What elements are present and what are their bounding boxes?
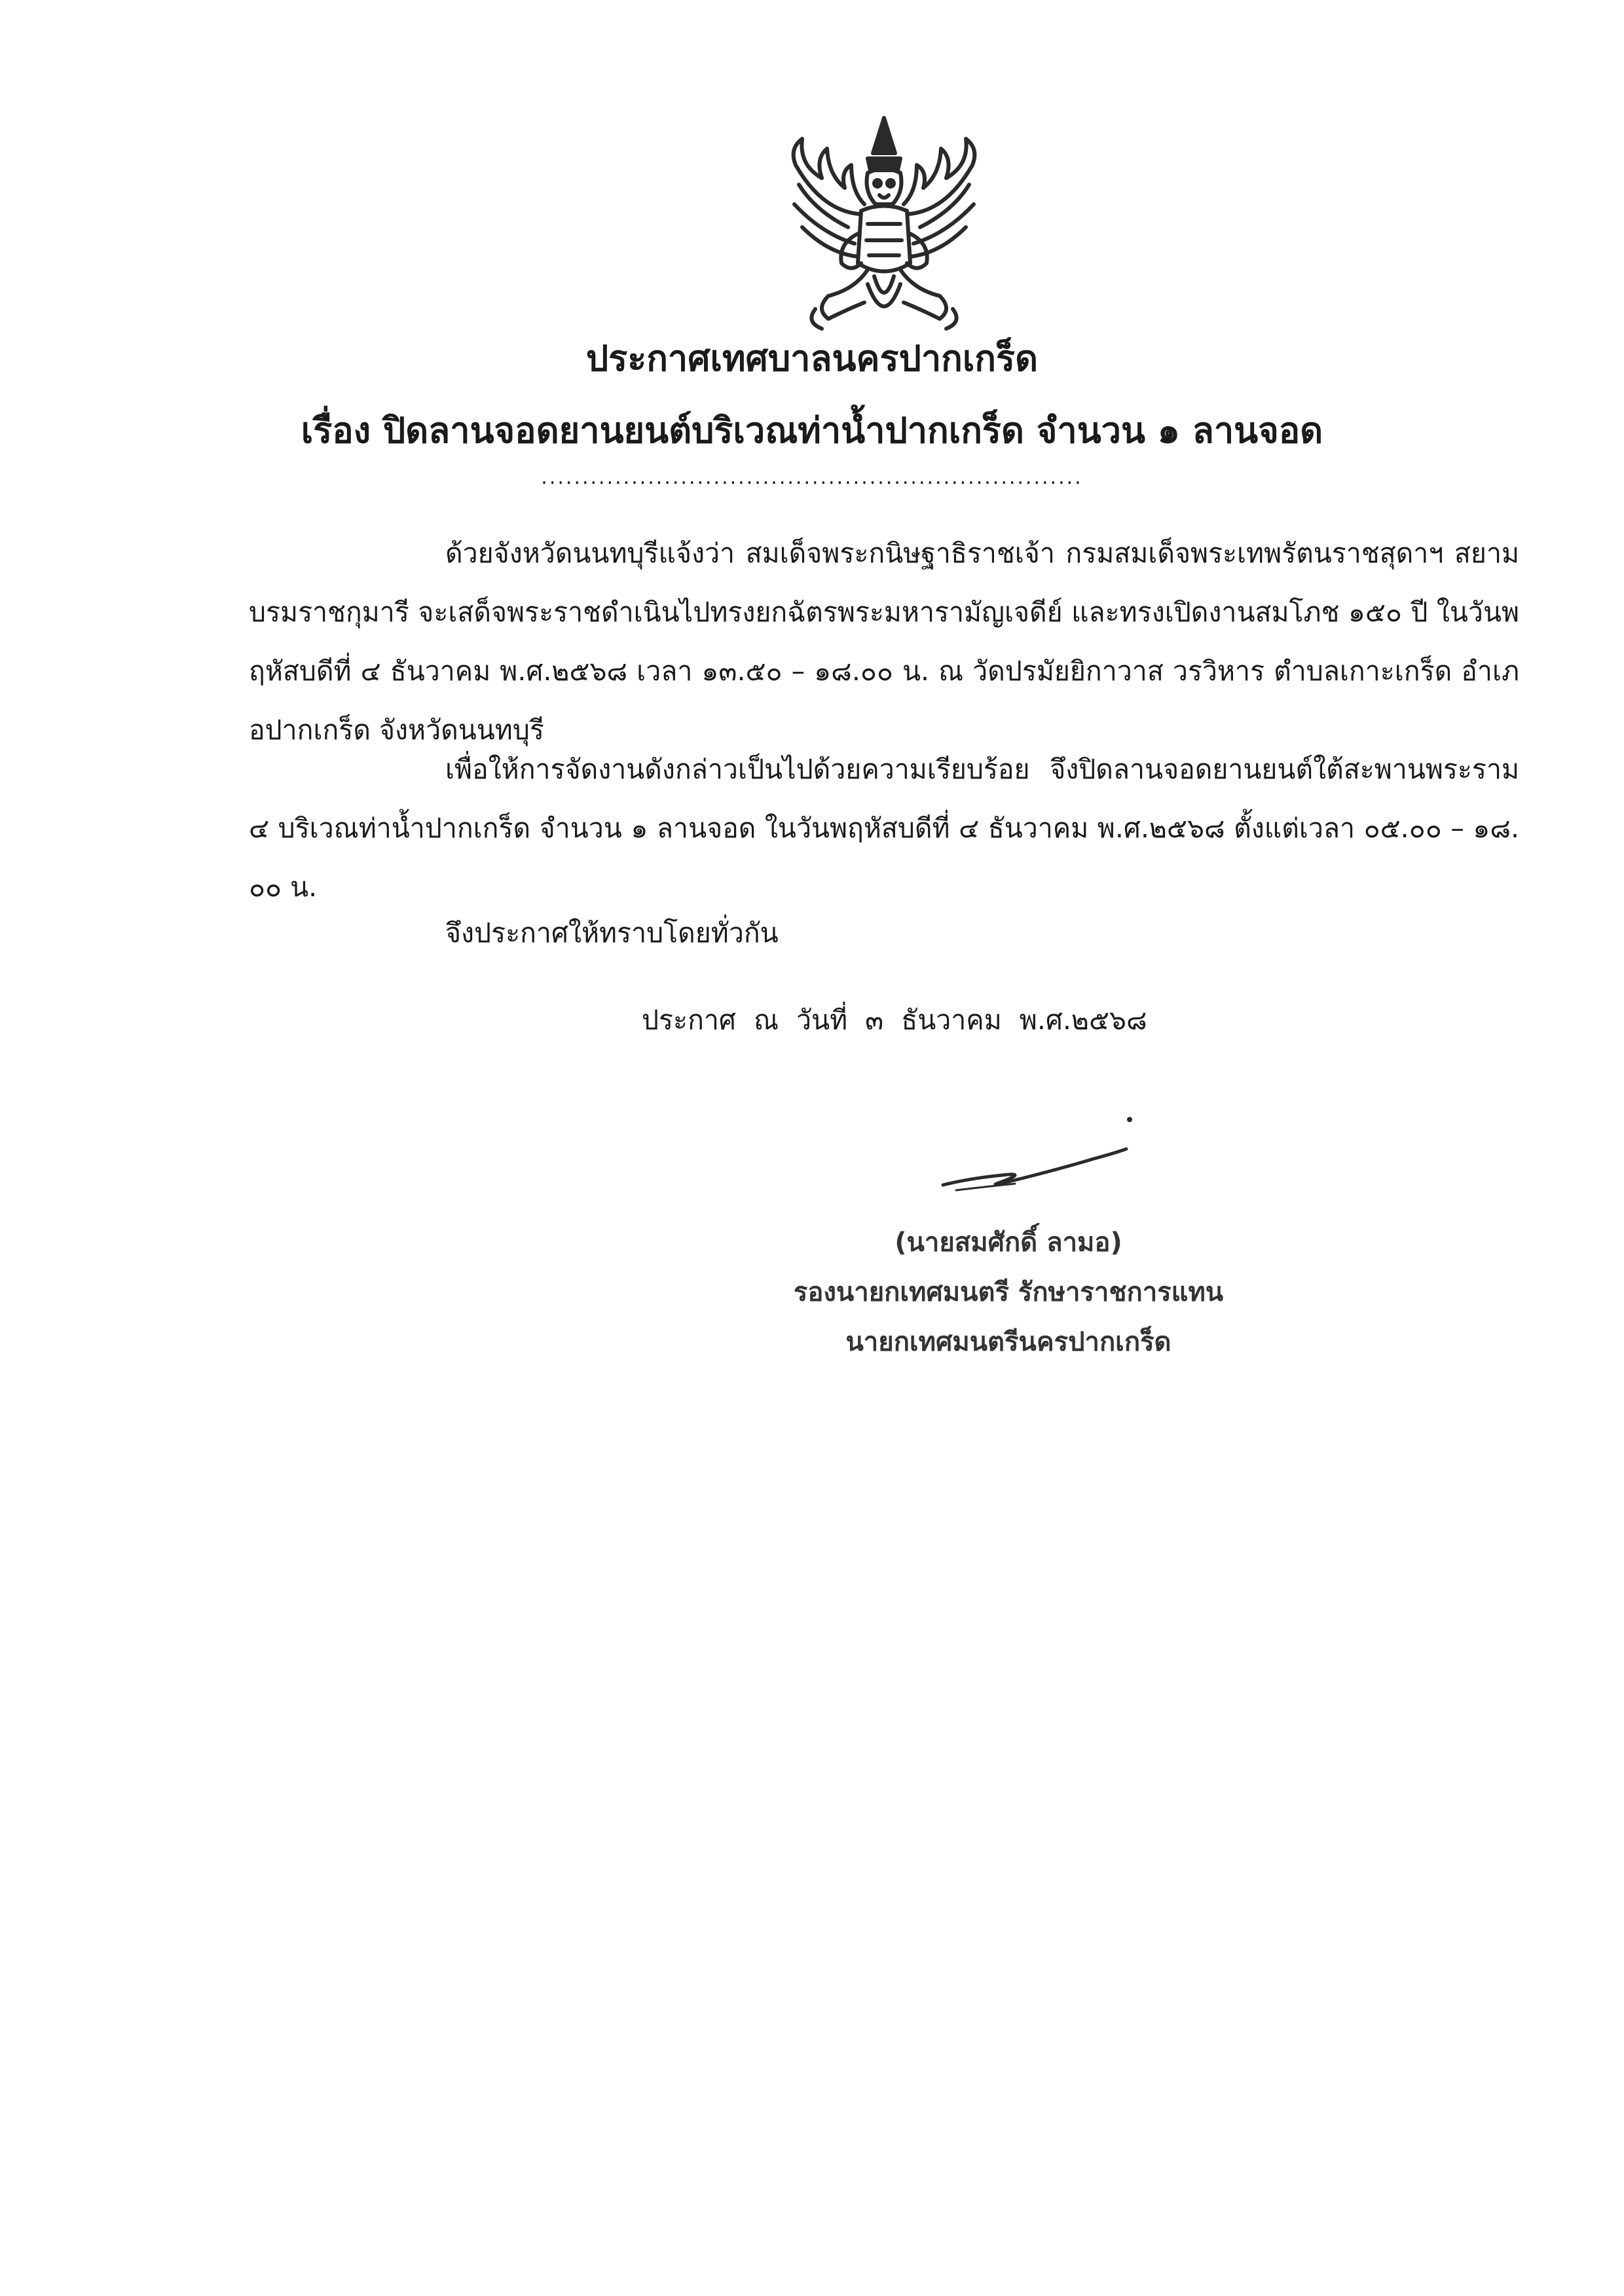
signatory-name: (นายสมศักดิ์ ลามอ) (895, 1228, 1122, 1258)
signatory-position: รองนายกเทศมนตรี รักษาราชการแทน (793, 1277, 1224, 1307)
signatory-organization: นายกเทศมนตรีนครปากเกร็ด (845, 1327, 1172, 1357)
closing-statement: จึงประกาศให้ทราบโดยทั่วกัน (445, 917, 779, 949)
paragraph-1: ด้วยจังหวัดนนทบุรีแจ้งว่า สมเด็จพระกนิษฐาธิราชเจ้า กรมสมเด็จพระเทพรัตนราชสุดาฯ สยามบรมราชกุมารี จะเสด็จพระราชดำเนินไปทรงยกฉัตรพระมหารามัญเจดีย์ และทรงเปิดงานสมโภช ๑๕๐ ปี ในวันพฤหัสบดีที่ ๔ ธันวาคม พ.ศ.๒๕๖๘ เวลา ๑๓.๕๐ – ๑๘.๐๐ น. ณ วัดปรมัยยิกาวาส วรวิหาร ตำบลเกาะเกร็ด อำเภอปากเกร็ด จังหวัดนนทบุรี (249, 538, 1519, 746)
title-separator: .................................................................. (541, 466, 1083, 489)
handwritten-signature (930, 1113, 1139, 1198)
signature-block (720, 1218, 1297, 1367)
announcement-date: ประกาศ ณ วันที่ ๓ ธันวาคม พ.ศ.๒๕๖๘ (642, 1004, 1147, 1036)
garuda-emblem (776, 113, 992, 335)
announcement-title: ประกาศเทศบาลนครปากเกร็ด (585, 338, 1039, 379)
paragraph-2: เพื่อให้การจัดงานดังกล่าวเป็นไปด้วยความเรียบร้อย จึงปิดลานจอดยานยนต์ใต้สะพานพระราม ๔ บริเวณท่าน้ำปากเกร็ด จำนวน ๑ ลานจอด ในวันพฤหัสบดีที่ ๔ ธันวาคม พ.ศ.๒๕๖๘ ตั้งแต่เวลา ๐๕.๐๐ – ๑๘.๐๐ น. (249, 754, 1519, 903)
announcement-subject: เรื่อง ปิดลานจอดยานยนต์บริเวณท่าน้ำปากเกร็ด จำนวน ๑ ลานจอด (301, 410, 1323, 451)
